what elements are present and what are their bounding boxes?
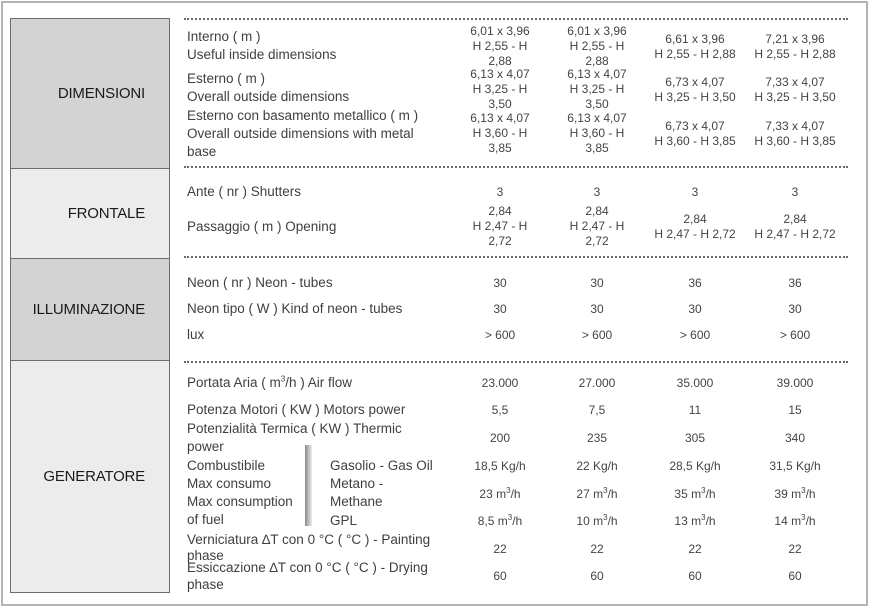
label-termica-2: power: [187, 439, 224, 454]
value-text: 23 m: [479, 487, 507, 501]
label-essiccazione: Essiccazione ∆T con 0 °C ( °C ) - Drying: [187, 560, 428, 575]
label-interno: Interno ( m ): [187, 29, 261, 44]
value-cell: > 600: [581, 328, 613, 342]
value-cell: 15: [788, 403, 802, 417]
value-text: 8,5 m: [477, 514, 508, 528]
value-cell: > 600: [484, 328, 516, 342]
value-cell: 60: [788, 569, 802, 583]
label-basamento: Esterno con basamento metallico ( m ): [187, 108, 419, 123]
value-cell: > 600: [679, 328, 711, 342]
value-cell: 30: [590, 302, 604, 316]
label-verniciatura-2: phase: [187, 548, 224, 563]
unit-superscript: 3: [507, 513, 513, 522]
label-methane: Methane: [330, 494, 383, 509]
value-cell: [645, 487, 745, 502]
value-cell: 6,13 x 4,07 H 3,60 - H 3,85: [567, 111, 627, 155]
value-cell: 36: [788, 276, 802, 290]
value-cell: 6,01 x 3,96 H 2,55 - H 2,88: [470, 24, 530, 68]
label-esterno: Esterno ( m ): [187, 71, 266, 86]
label-potenza: Potenza Motori ( KW ) Motors power: [187, 402, 406, 417]
unit-text: /h: [805, 487, 816, 501]
row-separator: [184, 361, 848, 363]
unit-superscript: 3: [603, 513, 608, 522]
section-label: ILLUMINAZIONE: [32, 301, 145, 318]
label-passaggio: Passaggio ( m ) Opening: [187, 219, 337, 234]
fuel-bracket-bar: [305, 445, 312, 526]
value-cell: 27.000: [578, 376, 616, 390]
label-portata-text: Portata Aria ( m: [187, 375, 281, 390]
value-cell: 22: [493, 542, 507, 556]
unit-text: /h: [705, 514, 716, 528]
value-cell: 30: [688, 302, 702, 316]
value-cell: 6,73 x 4,07 H 3,25 - H 3,50: [654, 75, 736, 104]
value-cell: 3: [593, 185, 601, 199]
value-cell: 60: [590, 569, 604, 583]
section-label: GENERATORE: [43, 468, 145, 485]
label-gpl: GPL: [330, 513, 358, 528]
value-cell: 22: [788, 542, 802, 556]
value-cell: 6,13 x 4,07 H 3,25 - H 3,50: [470, 67, 530, 111]
label-metano: Metano -: [330, 476, 384, 491]
value-cell: [460, 487, 540, 502]
row-separator: [184, 18, 848, 20]
label-interno-en: Useful inside dimensions: [187, 47, 337, 62]
label-basamento-en: Overall outside dimensions with metal: [187, 126, 414, 141]
value-text: 10 m: [576, 514, 604, 528]
unit-superscript: 3: [701, 513, 706, 522]
value-cell: 30: [788, 302, 802, 316]
label-neon-tipo: Neon tipo ( W ) Kind of neon - tubes: [187, 301, 403, 316]
value-cell: 3: [791, 185, 799, 199]
value-cell: 60: [493, 569, 507, 583]
unit-text: /h: [607, 487, 618, 501]
value-cell: [745, 514, 845, 529]
value-cell: 3: [496, 185, 504, 199]
label-lux: lux: [187, 327, 205, 342]
value-cell: 5,5: [491, 403, 509, 417]
value-text: 35 m: [674, 487, 702, 501]
value-cell: 36: [688, 276, 702, 290]
value-cell: 30: [590, 276, 604, 290]
value-cell: 22 Kg/h: [576, 459, 618, 473]
value-cell: 39.000: [776, 376, 814, 390]
value-cell: 23.000: [481, 376, 519, 390]
unit-superscript: 3: [603, 486, 608, 495]
value-cell: 200: [489, 431, 511, 445]
value-cell: 6,01 x 3,96 H 2,55 - H 2,88: [567, 24, 627, 68]
section-dimensioni: [10, 18, 170, 168]
value-cell: 6,61 x 3,96 H 2,55 - H 2,88: [654, 32, 736, 61]
value-cell: 305: [684, 431, 706, 445]
value-cell: > 600: [779, 328, 811, 342]
row-separator: [184, 256, 848, 258]
value-text: 14 m: [774, 514, 802, 528]
value-cell: 2,84 H 2,47 - H 2,72: [569, 204, 625, 248]
label-max-consumo: Max consumo: [187, 476, 272, 491]
value-cell: 18,5 Kg/h: [474, 459, 526, 473]
value-cell: 60: [688, 569, 702, 583]
value-text: 27 m: [576, 487, 604, 501]
value-cell: 30: [493, 276, 507, 290]
value-cell: 2,84 H 2,47 - H 2,72: [472, 204, 528, 248]
value-cell: 7,21 x 3,96 H 2,55 - H 2,88: [754, 32, 836, 61]
value-cell: [557, 514, 637, 529]
section-label: FRONTALE: [67, 205, 145, 222]
section-illuminazione: [10, 258, 170, 360]
value-text: 13 m: [674, 514, 702, 528]
section-label: DIMENSIONI: [57, 85, 145, 102]
unit-text: /h: [510, 487, 521, 501]
label-gasolio: Gasolio - Gas Oil: [330, 458, 433, 473]
label-of-fuel: of fuel: [187, 512, 224, 527]
unit-text: /h: [607, 514, 618, 528]
value-cell: [745, 487, 845, 502]
value-cell: 31,5 Kg/h: [769, 459, 821, 473]
label-esterno-en: Overall outside dimensions: [187, 89, 350, 104]
value-cell: 6,13 x 4,07 H 3,25 - H 3,50: [567, 67, 627, 111]
section-frontale: [10, 168, 170, 258]
value-cell: 7,33 x 4,07 H 3,25 - H 3,50: [754, 75, 836, 104]
value-text: 39 m: [774, 487, 802, 501]
value-cell: 2,84 H 2,47 - H 2,72: [754, 212, 836, 241]
value-cell: 7,5: [588, 403, 606, 417]
value-cell: 11: [688, 403, 702, 417]
label-portata: [187, 374, 352, 392]
value-cell: 3: [691, 185, 699, 199]
value-cell: [645, 514, 745, 529]
value-cell: 22: [590, 542, 604, 556]
value-cell: 2,84 H 2,47 - H 2,72: [654, 212, 736, 241]
value-cell: 28,5 Kg/h: [669, 459, 721, 473]
value-cell: [460, 514, 540, 529]
label-neon: Neon ( nr ) Neon - tubes: [187, 275, 333, 290]
unit-superscript: 3: [801, 513, 806, 522]
label-termica: Potenzialità Termica ( KW ) Thermic: [187, 421, 402, 436]
label-verniciatura: Verniciatura ∆T con 0 °C ( °C ) - Painting: [187, 532, 431, 547]
label-essiccazione-2: phase: [187, 577, 224, 592]
unit-superscript: 3: [701, 486, 706, 495]
unit-superscript: 3: [280, 374, 286, 384]
value-cell: 30: [493, 302, 507, 316]
value-cell: [557, 487, 637, 502]
label-portata-text-2: /h ) Air flow: [285, 375, 353, 390]
unit-superscript: 3: [801, 486, 806, 495]
row-separator: [184, 166, 848, 168]
label-basamento-en-2: base: [187, 144, 217, 159]
label-max-consumption: Max consumption: [187, 494, 293, 509]
unit-text: /h: [705, 487, 716, 501]
label-combustibile: Combustibile: [187, 458, 266, 473]
value-cell: 35.000: [676, 376, 714, 390]
label-ante: Ante ( nr ) Shutters: [187, 184, 302, 199]
unit-text: /h: [805, 514, 816, 528]
unit-text: /h: [512, 514, 523, 528]
value-cell: 340: [784, 431, 806, 445]
value-cell: 6,13 x 4,07 H 3,60 - H 3,85: [470, 111, 530, 155]
section-generatore: [10, 360, 170, 593]
value-cell: 22: [688, 542, 702, 556]
value-cell: 7,33 x 4,07 H 3,60 - H 3,85: [754, 119, 836, 148]
value-cell: 235: [586, 431, 608, 445]
value-cell: 6,73 x 4,07 H 3,60 - H 3,85: [654, 119, 736, 148]
unit-superscript: 3: [506, 486, 511, 495]
